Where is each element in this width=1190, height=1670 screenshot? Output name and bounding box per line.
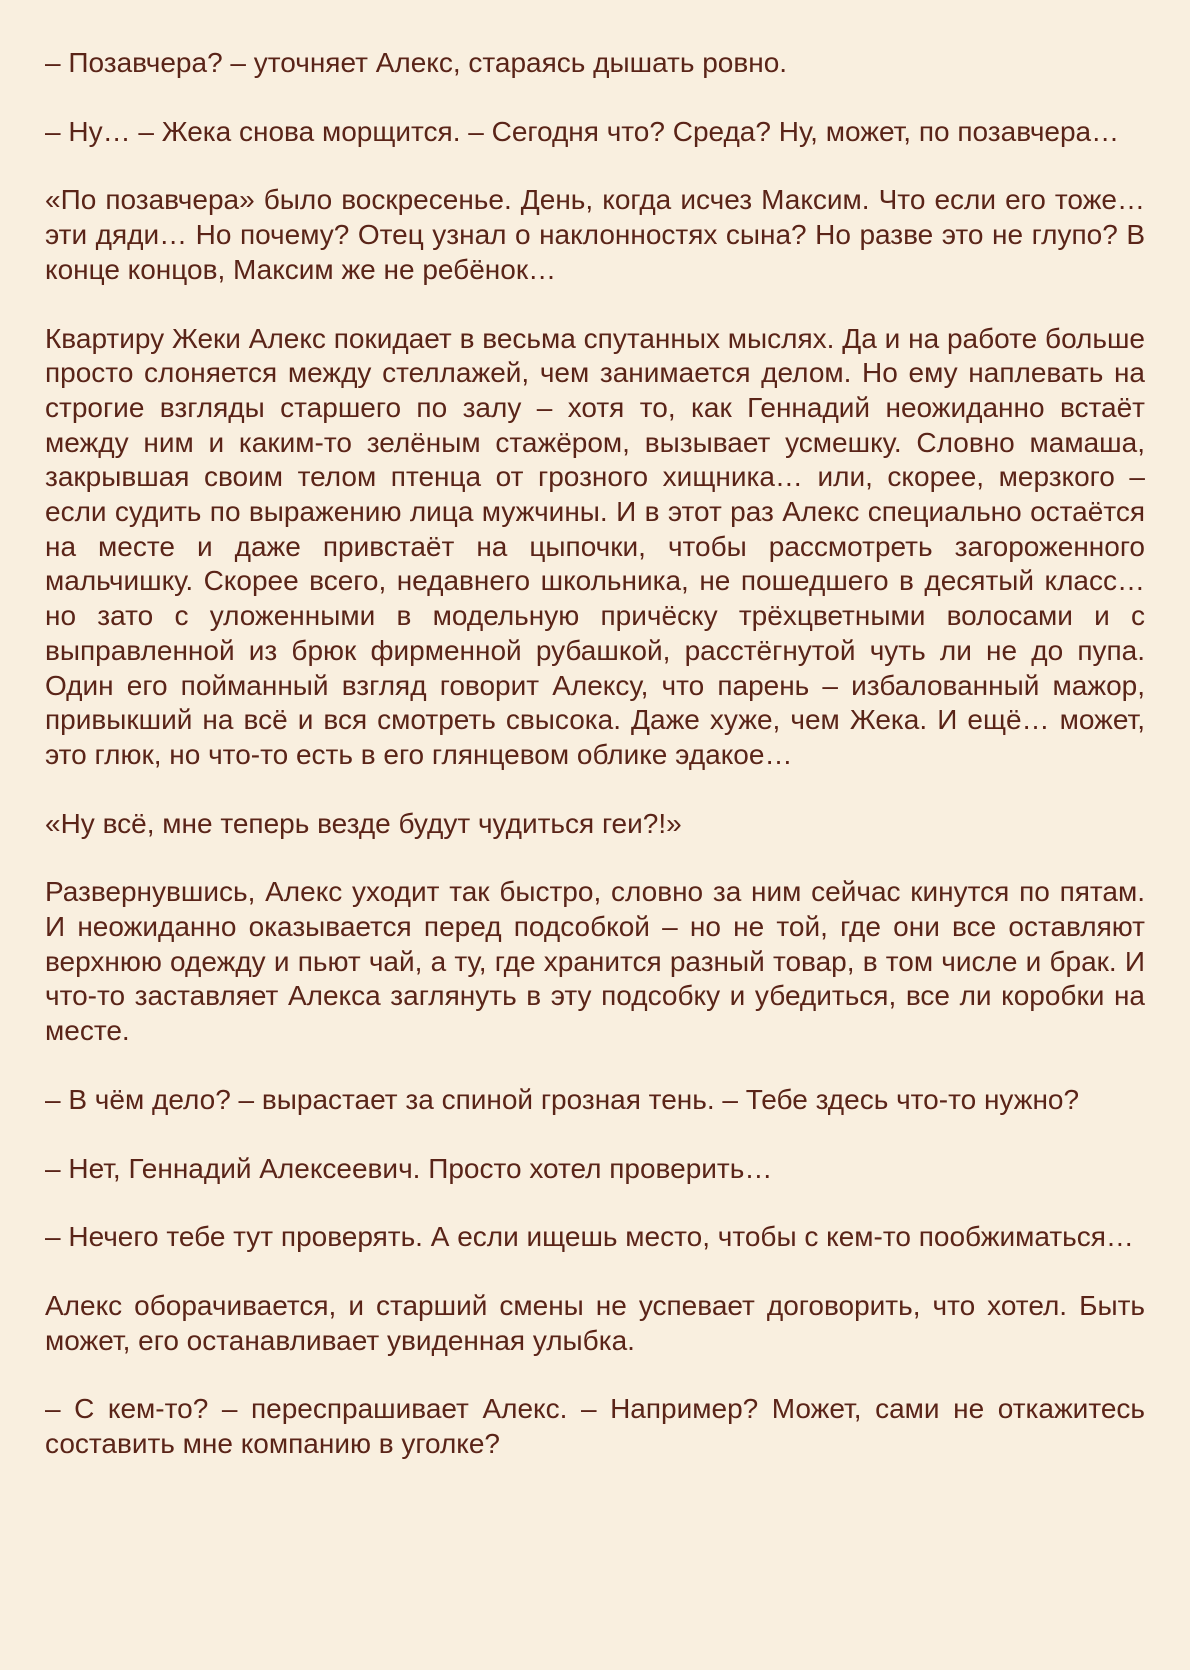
paragraph-8: – Нет, Геннадий Алексеевич. Просто хотел проверить…: [45, 1152, 773, 1184]
paragraph-5: «Ну всё, мне теперь везде будут чудиться геи?!»: [45, 807, 682, 839]
paragraph-3: «По позавчера» было воскресенье. День, когда исчез Максим. Что если его тоже… эти дяди… Но почему? Отец узнал о наклонностях сына? Но разве это не глупо? В конце концов, Максим же не ребёнок…: [45, 184, 1145, 285]
paragraph-2: – Ну… – Жека снова морщится. – Сегодня что? Среда? Ну, может, по позавчера…: [45, 115, 1120, 147]
paragraph-10: Алекс оборачивается, и старший смены не успевает договорить, что хотел. Быть может, его останавливает увиденная улыбка.: [45, 1289, 1145, 1356]
paragraph-6: Развернувшись, Алекс уходит так быстро, словно за ним сейчас кинутся по пятам. И неожиданно оказывается перед подсобкой – но не той, где они все оставляют верхнюю одежду и пьют чай, а ту, где хранится разный товар, в том числе и брак. И что-то заставляет Алекса заглянуть в эту подсобку и убедиться, все ли коробки на месте.: [45, 876, 1145, 1047]
paragraph-4: Квартиру Жеки Алекс покидает в весьма спутанных мыслях. Да и на работе больше просто слоняется между стеллажей, чем занимается делом. Но ему наплевать на строгие взгляды старшего по залу – хотя то, как Геннадий неожиданно встаёт между ним и каким-то зелёным стажёром, вызывает усмешку. Словно мамаша, закрывшая своим телом птенца от грозного хищника… или, скорее, мерзкого – если судить по выражению лица мужчины. И в этот раз Алекс специально остаётся на месте и даже привстаёт на цыпочки, чтобы рассмотреть загороженного мальчишку. Скорее всего, недавнего школьника, не пошедшего в десятый класс… но зато с уложенными в модельную причёску трёхцветными волосами и с выправленной из брюк фирменной рубашкой, расстёгнутой чуть ли не до пупа. Один его пойманный взгляд говорит Алексу, что парень – избалованный мажор, привыкший на всё и вся смотреть свысока. Даже хуже, чем Жека. И ещё… может, это глюк, но что-то есть в его глянцевом облике эдакое…: [45, 322, 1145, 770]
paragraph-7: – В чём дело? – вырастает за спиной грозная тень. – Тебе здесь что-то нужно?: [45, 1083, 1080, 1115]
paragraph-1: – Позавчера? – уточняет Алекс, стараясь дышать ровно.: [45, 47, 788, 78]
paragraph-9: – Нечего тебе тут проверять. А если ищешь место, чтобы с кем-то пообжиматься…: [45, 1221, 1134, 1253]
paragraph-11: – С кем-то? – переспрашивает Алекс. – Например? Может, сами не откажитесь составить мне компанию в уголке?: [45, 1393, 1145, 1460]
